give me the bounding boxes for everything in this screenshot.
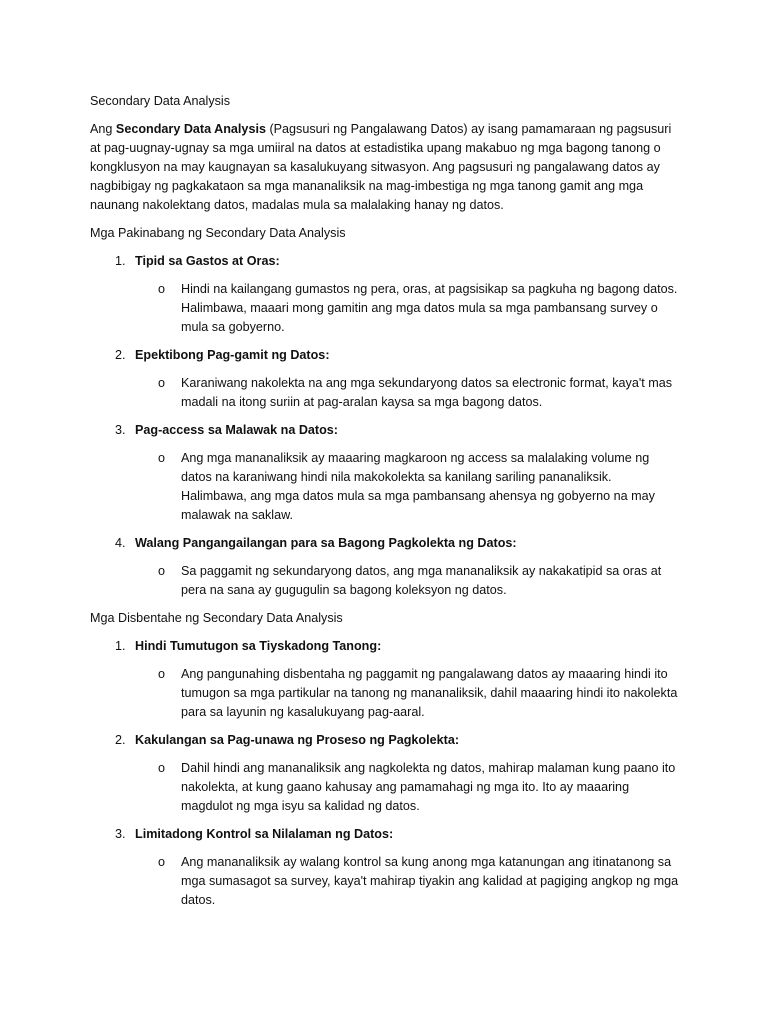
document-page <box>90 92 680 919</box>
drawback-label: Kakulangan sa Pag-unawa ng Proseso ng Pagkolekta: <box>135 733 460 747</box>
intro-paragraph <box>90 120 680 215</box>
benefit-item-4 <box>90 534 680 553</box>
benefit-detail-text: Ang mga mananaliksik ay maaaring magkaroon ng access sa malalaking volume ng datos na karaniwang hindi nila makokolekta sa kanilang sariling pananaliksik. Halimbawa, ang mga datos mula sa mga pambansang ahensya ng gobyerno na may malawak na saklaw. <box>181 451 655 522</box>
drawback-label: Hindi Tumutugon sa Tiyskadong Tanong: <box>135 639 382 653</box>
bullet-o: o <box>158 855 166 869</box>
benefit-detail-4 <box>90 562 680 600</box>
document-title: Secondary Data Analysis <box>90 94 231 108</box>
bullet-o: o <box>158 761 166 775</box>
drawback-detail-text: Dahil hindi ang mananaliksik ang nagkolekta ng datos, mahirap malaman kung paano ito nakolekta, at kung gaano kahusay ang pamamahagi ng mga ito. Ito ay maaaring magdulot ng mga isyu sa kalidad ng datos. <box>181 761 676 813</box>
benefit-item-1 <box>90 252 680 271</box>
drawbacks-list <box>90 637 680 910</box>
benefit-item-3 <box>90 421 680 440</box>
benefit-detail-1 <box>90 280 680 337</box>
list-number: 2. <box>115 348 126 362</box>
list-number: 1. <box>115 254 126 268</box>
list-number: 4. <box>115 536 126 550</box>
benefit-label: Pag-access sa Malawak na Datos: <box>135 423 339 437</box>
list-number: 1. <box>115 639 126 653</box>
benefit-detail-text: Karaniwang nakolekta na ang mga sekundaryong datos sa electronic format, kaya't mas madali na itong suriin at pag-aralan kaysa sa mga bagong datos. <box>181 376 673 409</box>
benefit-label: Epektibong Pag-gamit ng Datos: <box>135 348 330 362</box>
drawback-label: Limitadong Kontrol sa Nilalaman ng Datos: <box>135 827 394 841</box>
benefits-list <box>90 252 680 600</box>
bullet-o: o <box>158 667 166 681</box>
drawback-item-2 <box>90 731 680 750</box>
drawback-item-1 <box>90 637 680 656</box>
bullet-o: o <box>158 564 166 578</box>
benefit-detail-text: Hindi na kailangang gumastos ng pera, oras, at pagsisikap sa pagkuha ng bagong datos. Halimbawa, maaari mong gamitin ang mga datos mula sa mga pambansang survey o mula sa gobyerno. <box>181 282 678 334</box>
intro-bold-term: Secondary Data Analysis <box>115 122 266 136</box>
drawback-detail-2 <box>90 759 680 816</box>
bullet-o: o <box>158 376 166 390</box>
intro-prefix: Ang <box>90 122 116 136</box>
benefit-detail-2 <box>90 374 680 412</box>
drawback-item-3 <box>90 825 680 844</box>
benefit-label: Tipid sa Gastos at Oras: <box>135 254 280 268</box>
drawback-detail-text: Ang mananaliksik ay walang kontrol sa kung anong mga katanungan ang itinatanong sa mga sumasagot sa survey, kaya't mahirap tiyakin ang kalidad at pagiging angkop ng mga datos. <box>181 855 679 907</box>
drawback-detail-3 <box>90 853 680 910</box>
list-number: 2. <box>115 733 126 747</box>
list-number: 3. <box>115 423 126 437</box>
drawback-detail-1 <box>90 665 680 722</box>
benefit-detail-3 <box>90 449 680 525</box>
intro-rest: (Pagsusuri ng Pangalawang Datos) ay isang pamamaraan ng pagsusuri at pag-uugnay-ugnay sa mga umiiral na datos at estadistika upang makabuo ng mga bagong tanong o kongklusyon na may kaugnayan sa kasalukuyang sitwasyon. Ang pagsusuri ng pangalawang datos ay nagbibigay ng pagkakataon sa mga mananaliksik na mag-imbestiga ng mga tanong gamit ang mga naunang nakolektang datos, madalas mula sa malalaking hanay ng datos. <box>90 122 672 212</box>
drawbacks-heading: Mga Disbentahe ng Secondary Data Analysis <box>90 611 343 625</box>
benefit-label: Walang Pangangailangan para sa Bagong Pagkolekta ng Datos: <box>135 536 517 550</box>
benefit-item-2 <box>90 346 680 365</box>
bullet-o: o <box>158 282 166 296</box>
benefit-detail-text: Sa paggamit ng sekundaryong datos, ang mga mananaliksik ay nakakatipid sa oras at pera na sana ay gugugulin sa bagong koleksyon ng datos. <box>181 564 662 597</box>
bullet-o: o <box>158 451 166 465</box>
drawback-detail-text: Ang pangunahing disbentaha ng paggamit ng pangalawang datos ay maaaring hindi ito tumugon sa mga partikular na tanong ng mananaliksik, dahil maaaring hindi ito nakolekta para sa layunin ng kasalukuyang pag-aaral. <box>181 667 678 719</box>
benefits-heading: Mga Pakinabang ng Secondary Data Analysis <box>90 226 346 240</box>
list-number: 3. <box>115 827 126 841</box>
